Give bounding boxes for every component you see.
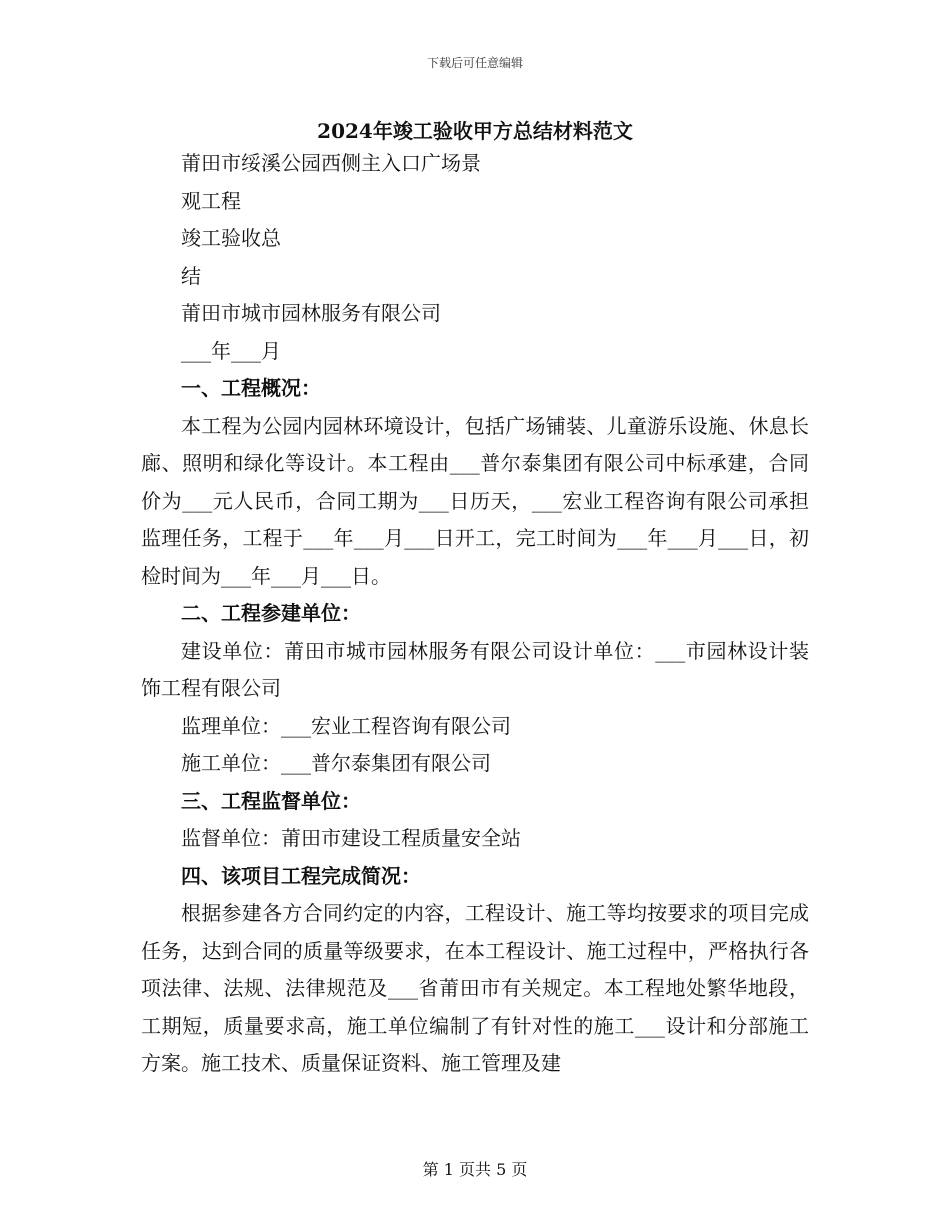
document-title: 2024年竣工验收甲方总结材料范文 (317, 119, 633, 143)
section-2-paragraph-1: 建设单位：莆田市城市园林服务有限公司设计单位：___市园林设计装饰工程有限公司 (141, 638, 809, 700)
section-3-paragraph: 监督单位：莆田市建设工程质量安全站 (181, 826, 521, 850)
section-3-heading: 三、工程监督单位： (181, 788, 361, 813)
cover-line-3: 竣工验收总 (181, 226, 281, 250)
cover-line-4: 结 (181, 263, 201, 288)
document-body (141, 145, 809, 1083)
cover-line-1: 莆田市绥溪公园西侧主入口广场景 (181, 151, 481, 175)
header-note: 下载后可任意编辑 (426, 56, 523, 70)
section-4-paragraph: 根据参建各方合同约定的内容，工程设计、施工等均按要求的项目完成任务，达到合同的质量等级要求，在本工程设计、施工过程中，严格执行各项法律、法规、法律规范及___省莆田市有关规定。本工程地处繁华地段，工期短，质量要求高，施工单位编制了有针对性的施工___设计和分部施工方案。施工技术、质量保证资料、施工管理及建 (141, 901, 809, 1075)
section-2-paragraph-3: 施工单位：___普尔泰集团有限公司 (181, 751, 491, 775)
section-1-paragraph: 本工程为公园内园林环境设计，包括广场铺装、儿童游乐设施、休息长廊、照明和绿化等设计。本工程由___普尔泰集团有限公司中标承建，合同价为___元人民币，合同工期为___日历天，___宏业工程咨询有限公司承担监理任务，工程于___年___月___日开工，完工时间为___年___月___日，初检时间为___年___月___日。 (141, 413, 809, 588)
section-1-heading: 一、工程概况： (181, 376, 321, 400)
section-2-heading: 二、工程参建单位： (181, 601, 361, 625)
cover-line-6: ___年___月 (181, 338, 281, 363)
cover-line-5: 莆田市城市园林服务有限公司 (181, 301, 441, 325)
section-4-heading: 四、该项目工程完成简况： (181, 863, 421, 888)
section-2-paragraph-2: 监理单位：___宏业工程咨询有限公司 (181, 713, 511, 738)
cover-line-2: 观工程 (181, 188, 241, 213)
page-footer: 第 1 页共 5 页 (422, 1160, 528, 1179)
